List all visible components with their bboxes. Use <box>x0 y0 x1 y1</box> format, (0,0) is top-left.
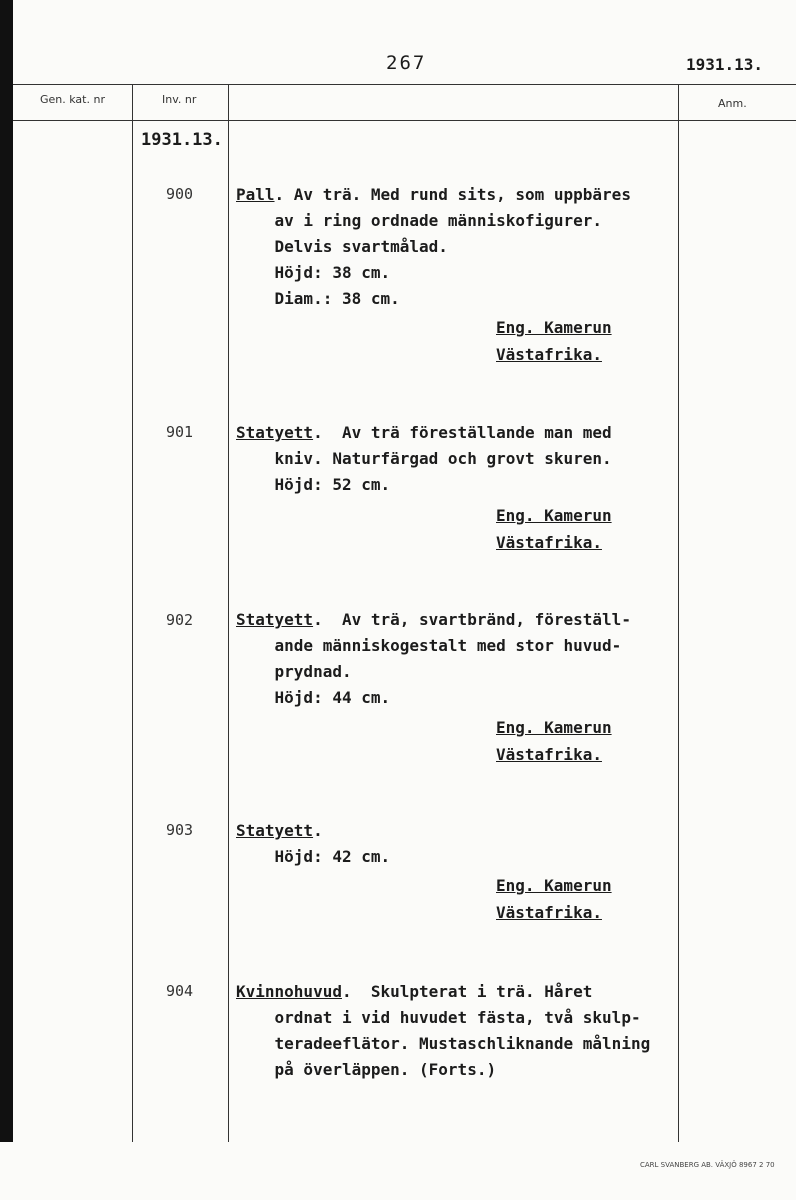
object-term: Statyett <box>236 821 314 840</box>
register-reference: 1931.13. <box>686 55 764 74</box>
entry-number: 904 <box>166 982 194 1000</box>
description-line: Höjd: 42 cm. <box>236 847 391 866</box>
origin-block <box>496 714 612 768</box>
description-line: prydnad. <box>236 662 352 681</box>
description-line: av i ring ordnade människofigurer. <box>236 211 603 230</box>
origin-continent: Västafrika. <box>496 745 602 764</box>
description-line: . Av trä föreställande man med <box>313 423 612 442</box>
description-line: ordnat i vid huvudet fästa, två skulp- <box>236 1008 641 1027</box>
printer-imprint: CARL SVANBERG AB. VÄXJÖ 8967 2 70 <box>640 1161 775 1169</box>
origin-region: Eng. Kamerun <box>496 318 612 337</box>
description-line: . Av trä. Med rund sits, som uppbäres <box>274 185 631 204</box>
description-line: Diam.: 38 cm. <box>236 289 400 308</box>
object-term: Statyett <box>236 610 314 629</box>
description-line: . Av trä, svartbränd, föreställ- <box>313 610 631 629</box>
object-term: Pall <box>236 185 275 204</box>
entry-description <box>236 818 390 870</box>
description-line: Höjd: 44 cm. <box>236 688 391 707</box>
object-term: Statyett <box>236 423 314 442</box>
object-term: Kvinnohuvud <box>236 982 342 1001</box>
description-line: teradeeflätor. Mustaschliknande målning <box>236 1034 651 1053</box>
entry-description <box>236 979 650 1083</box>
page-number: 267 <box>386 52 427 74</box>
column-header-inv: Inv. nr <box>162 93 197 106</box>
entry-description <box>236 182 631 312</box>
entry-number: 901 <box>166 423 194 441</box>
description-line: . Skulpterat i trä. Håret <box>341 982 593 1001</box>
description-line: Delvis svartmålad. <box>236 237 448 256</box>
origin-block <box>496 314 612 368</box>
description-line: . <box>313 821 323 840</box>
description-line: kniv. Naturfärgad och grovt skuren. <box>236 449 612 468</box>
origin-region: Eng. Kamerun <box>496 506 612 525</box>
inv-divider <box>228 84 229 1142</box>
origin-continent: Västafrika. <box>496 533 602 552</box>
origin-block <box>496 872 612 926</box>
origin-continent: Västafrika. <box>496 345 602 364</box>
inventory-year: 1931.13. <box>141 130 223 150</box>
description-line: Höjd: 38 cm. <box>236 263 391 282</box>
column-header-anm: Anm. <box>718 97 747 110</box>
description-line: Höjd: 52 cm. <box>236 475 391 494</box>
entry-number: 903 <box>166 821 194 839</box>
origin-region: Eng. Kamerun <box>496 876 612 895</box>
entry-number: 902 <box>166 611 194 629</box>
anm-divider <box>678 84 679 1142</box>
entry-number: 900 <box>166 185 194 203</box>
origin-continent: Västafrika. <box>496 903 602 922</box>
description-line: på överläppen. (Forts.) <box>236 1060 497 1079</box>
origin-block <box>496 502 612 556</box>
binding-strip <box>0 0 13 1142</box>
origin-region: Eng. Kamerun <box>496 718 612 737</box>
description-line: ande människogestalt med stor huvud- <box>236 636 622 655</box>
entry-description <box>236 420 612 498</box>
entry-description <box>236 607 631 711</box>
gen-kat-divider <box>132 84 133 1142</box>
column-header-gen-kat: Gen. kat. nr <box>40 93 105 106</box>
